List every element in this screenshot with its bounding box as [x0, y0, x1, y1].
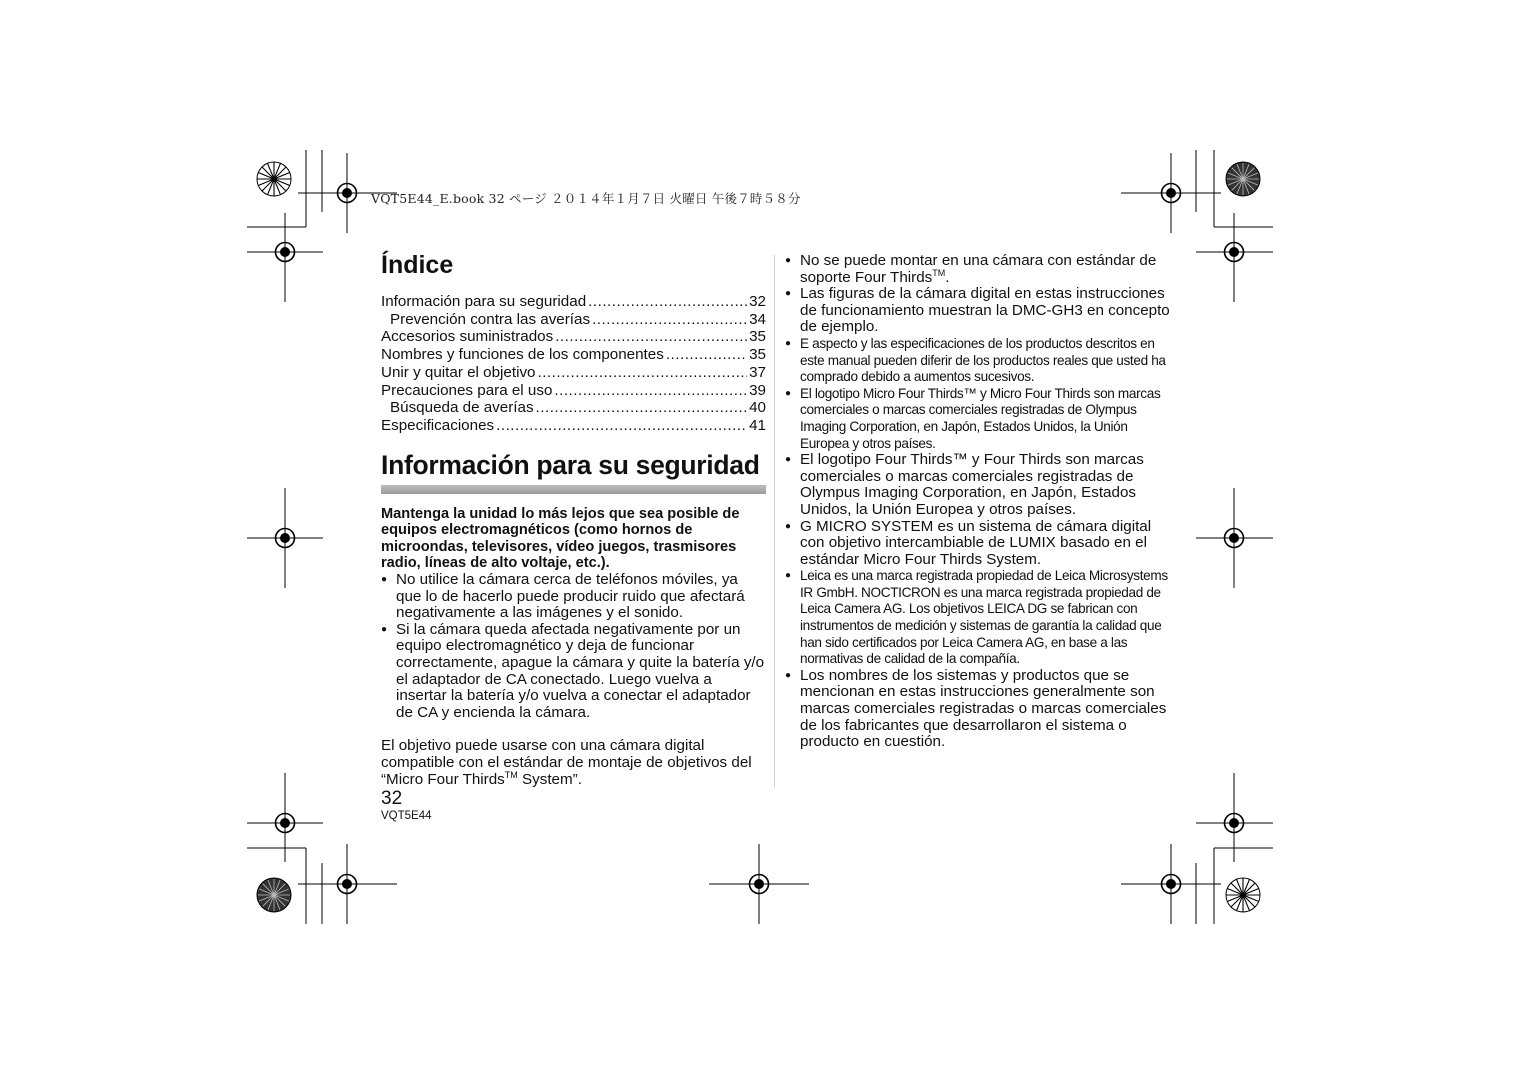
toc-leader	[592, 311, 747, 329]
toc-entry[interactable]	[381, 346, 766, 364]
title-underline-bar	[381, 485, 766, 494]
toc-leader	[588, 293, 747, 311]
toc-leader	[666, 346, 747, 364]
toc-title: Índice	[381, 251, 454, 279]
toc-entry-label: Búsqueda de averías	[390, 399, 534, 417]
toc-entry-page: 40	[749, 399, 766, 417]
toc-entry-page: 35	[749, 346, 766, 364]
toc-leader	[555, 328, 747, 346]
toc-entry-label: Accesorios suministrados	[381, 328, 554, 346]
notes-bullets	[785, 253, 1170, 751]
lens-compat-paragraph	[381, 738, 766, 788]
toc-entry-label: Especificaciones	[381, 416, 495, 434]
safety-bullets	[381, 572, 766, 721]
toc-list	[381, 293, 766, 435]
page-number: 32	[381, 788, 403, 809]
model-code: VQT5E44	[381, 810, 432, 822]
emc-warning: Mantenga la unidad lo más lejos que sea posible de equipos electromagnéticos (como hornos de microondas, televisores, vídeo juegos, trasmisores radio, líneas de alto voltaje, etc.).	[381, 505, 740, 572]
right-column	[785, 253, 1170, 751]
toc-entry[interactable]	[381, 311, 766, 329]
list-item: ● Las figuras de la cámara digital en estas instrucciones de funcionamiento muestran la DMC-GH3 en concepto de ejemplo.	[785, 286, 1170, 336]
paragraph-text-end: System”.	[517, 770, 582, 788]
trademark-sup: TM	[504, 769, 518, 780]
column-divider	[774, 255, 775, 788]
toc-entry-label: Prevención contra las averías	[390, 310, 591, 328]
toc-entry-page: 32	[749, 293, 766, 310]
toc-entry-label: Precauciones para el uso	[381, 381, 553, 399]
list-item: ● G MICRO SYSTEM es un sistema de cámara digital con objetivo intercambiable de LUMIX basado en el estándar Micro Four Thirds System.	[785, 519, 1170, 569]
safety-title: Información para su seguridad	[381, 449, 760, 480]
list-item: ● El logotipo Four Thirds™ y Four Thirds son marcas comerciales o marcas comerciales registradas de Olympus Imaging Corporation, en Japón, Estados Unidos, la Unión Europea y otros países.	[785, 452, 1170, 518]
toc-entry[interactable]	[381, 328, 766, 346]
toc-entry-page: 34	[749, 310, 766, 328]
list-item: ● Leica es una marca registrada propiedad de Leica Microsystems IR GmbH. NOCTICRON es una marca registrada propiedad de Leica Camera AG. Los objetivos LEICA DG se fabrican con instrumentos de medición y sistemas de garantía la calidad que han sido certificados por Leica Camera AG, en base a las normativas de calidad de la compañía.	[785, 568, 1170, 668]
toc-leader	[537, 364, 747, 382]
toc-leader	[496, 417, 747, 435]
left-column	[381, 250, 766, 788]
toc-entry[interactable]	[381, 399, 766, 417]
toc-leader	[554, 382, 747, 400]
toc-entry[interactable]	[381, 382, 766, 400]
list-item: ● E aspecto y las especificaciones de los productos descritos en este manual pueden diferir de los productos reales que usted ha comprado debido a aumentos sucesivos.	[785, 336, 1170, 386]
bullet-text-end: .	[945, 268, 950, 286]
toc-entry-page: 41	[749, 416, 766, 434]
trademark-sup: TM	[932, 267, 946, 278]
toc-entry[interactable]	[381, 293, 766, 311]
toc-entry-page: 35	[749, 328, 766, 346]
list-item: ● Los nombres de los sistemas y productos que se mencionan en estas instrucciones generalmente son marcas comerciales registradas o marcas comerciales de los fabricantes que desarrollaron el sistema o producto en cuestión.	[785, 668, 1170, 751]
paragraph-text: El objetivo puede usarse con una cámara digital compatible con el estándar de montaje de objetivos del “Micro Four Thirds	[381, 737, 752, 788]
toc-entry[interactable]	[381, 417, 766, 435]
bullet-text: No se puede montar en una cámara con estándar de soporte Four Thirds	[800, 252, 1157, 286]
toc-entry-label: Unir y quitar el objetivo	[381, 363, 536, 381]
list-item: ● No utilice la cámara cerca de teléfonos móviles, ya que lo de hacerlo puede producir ruido que afectará negativamente a las imágenes y el sonido.	[381, 572, 766, 622]
toc-entry-label: Información para su seguridad	[381, 293, 587, 310]
toc-entry-label: Nombres y funciones de los componentes	[381, 346, 664, 364]
toc-leader	[536, 399, 748, 417]
list-item	[785, 253, 1170, 286]
print-header: VQT5E44_E.book 32 ページ ２０１４年１月７日 火曜日 午後７時５８分	[371, 191, 801, 206]
toc-entry-page: 39	[749, 381, 766, 399]
list-item: ● Si la cámara queda afectada negativamente por un equipo electromagnético y deja de funcionar correctamente, apague la cámara y quite la batería y/o el adaptador de CA conectado. Luego vuelva a insertar la batería y/o vuelva a conectar el adaptador de CA y encienda la cámara.	[381, 622, 766, 722]
list-item: ● El logotipo Micro Four Thirds™ y Micro Four Thirds son marcas comerciales o marcas comerciales registradas de Olympus Imaging Corporation, en Japón, Estados Unidos, la Unión Europea y otros países.	[785, 386, 1170, 452]
toc-entry[interactable]	[381, 364, 766, 382]
toc-entry-page: 37	[749, 363, 766, 381]
